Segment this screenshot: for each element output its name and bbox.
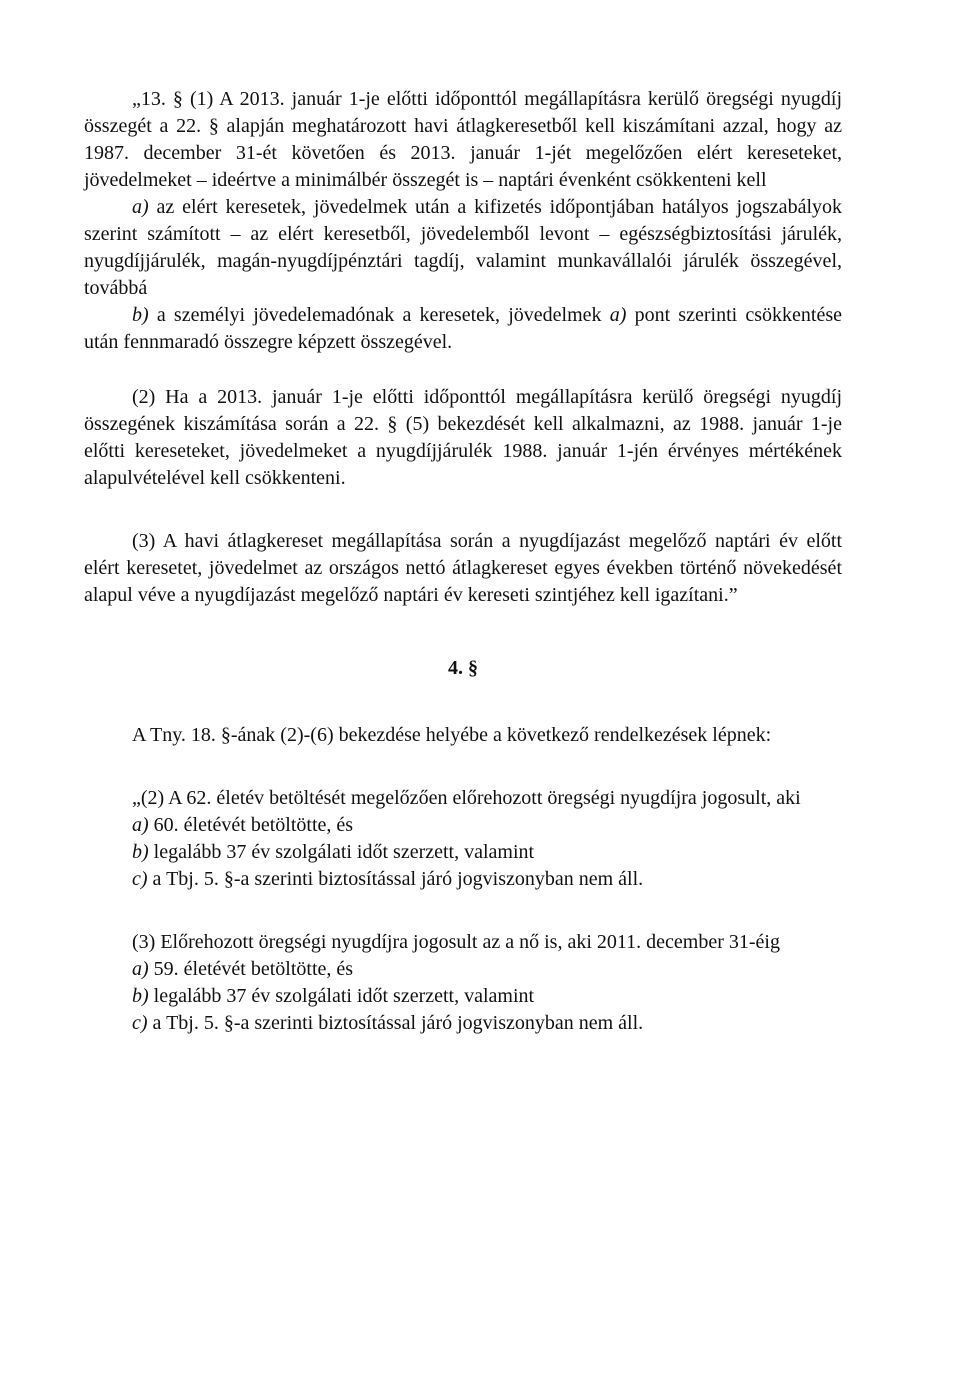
- section-13-paragraph-3: (3) A havi átlagkereset megállapítása során a nyugdíjazást megelőző naptári év előtt elért keresetet, jövedelmet az országos nettó átlagkereset egyes években történő növekedését alapul véve a nyugdíjazást megelőző naptári év kereseti szintjéhez kell igazítani.”: [84, 530, 842, 606]
- section-4-intro: A Tny. 18. §-ának (2)-(6) bekezdése helyébe a következő rendelkezések lépnek:: [132, 724, 772, 746]
- section-4-p3-point-c: [84, 1010, 842, 1037]
- p2-point-c-text: a Tbj. 5. §-a szerinti biztosítással járó jogviszonyban nem áll.: [147, 868, 644, 890]
- p3-point-a-marker: a): [132, 958, 149, 980]
- point-b-reference: a): [609, 304, 627, 326]
- point-b-text-start: a személyi jövedelemadónak a keresetek, jövedelmek: [148, 304, 610, 326]
- section-4-p2-point-b: [84, 839, 842, 866]
- p3-point-c-text: a Tbj. 5. §-a szerinti biztosítással járó jogviszonyban nem áll.: [147, 1012, 644, 1034]
- p2-point-a-marker: a): [132, 814, 149, 836]
- section-4-p3-point-b: [84, 983, 842, 1010]
- p2-point-b-marker: b): [132, 841, 149, 863]
- section-13-point-b: [84, 302, 842, 356]
- p2-point-a-text: 60. életévét betöltötte, és: [148, 814, 354, 836]
- section-4-p2-point-a: [84, 812, 842, 839]
- section-4-heading: 4. §: [448, 657, 478, 679]
- section-13-paragraph-2: (2) Ha a 2013. január 1-je előtti időponttól megállapításra kerülő öregségi nyugdíj összegének kiszámítása során a 22. § (5) bekezdését kell alkalmazni, az 1988. január 1-je előtti kereseteket, jövedelmeket a nyugdíjjárulék 1988. január 1-jén érvényes mértékének alapulvételével kell csökkenteni.: [84, 386, 842, 489]
- section-4-paragraph-3: (3) Előrehozott öregségi nyugdíjra jogosult az a nő is, aki 2011. december 31-éig: [132, 931, 780, 953]
- p2-point-c-marker: c): [132, 868, 148, 890]
- section-13-paragraph-1: „13. § (1) A 2013. január 1-je előtti időponttól megállapításra kerülő öregségi nyugdíj összegét a 22. § alapján meghatározott havi átlagkeresetből kell kiszámítani azzal, hogy az 1987. december 31-ét követően és 2013. január 1-jét megelőzően elért kereseteket, jövedelmeket – ideértve a minimálbér összegét is – naptári évenként csökkenteni kell: [84, 88, 842, 191]
- point-b-marker: b): [132, 304, 149, 326]
- p3-point-b-text: legalább 37 év szolgálati időt szerzett, valamint: [148, 985, 535, 1007]
- section-4-p3-point-a: [84, 956, 842, 983]
- p2-point-b-text: legalább 37 év szolgálati időt szerzett, valamint: [148, 841, 535, 863]
- p3-point-c-marker: c): [132, 1012, 148, 1034]
- point-a-marker: a): [132, 196, 149, 218]
- section-4-p2-point-c: [84, 866, 842, 893]
- p3-point-a-text: 59. életévét betöltötte, és: [148, 958, 354, 980]
- p3-point-b-marker: b): [132, 985, 149, 1007]
- section-13-point-a: [84, 194, 842, 302]
- section-4-paragraph-2: „(2) A 62. életév betöltését megelőzően előrehozott öregségi nyugdíjra jogosult, aki: [132, 787, 801, 809]
- point-b-text-end: pont szerinti csökkentése után fennmaradó összegre képzett összegével.: [84, 304, 842, 353]
- point-a-text: az elért keresetek, jövedelmek után a kifizetés időpontjában hatályos jogszabályok szerint számított – az elért keresetből, jövedelemből levont – egészségbiztosítási járulék, nyugdíjjárulék, magán-nyugdíjpénztári tagdíj, valamint munkavállalói járulék összegével, továbbá: [84, 196, 842, 299]
